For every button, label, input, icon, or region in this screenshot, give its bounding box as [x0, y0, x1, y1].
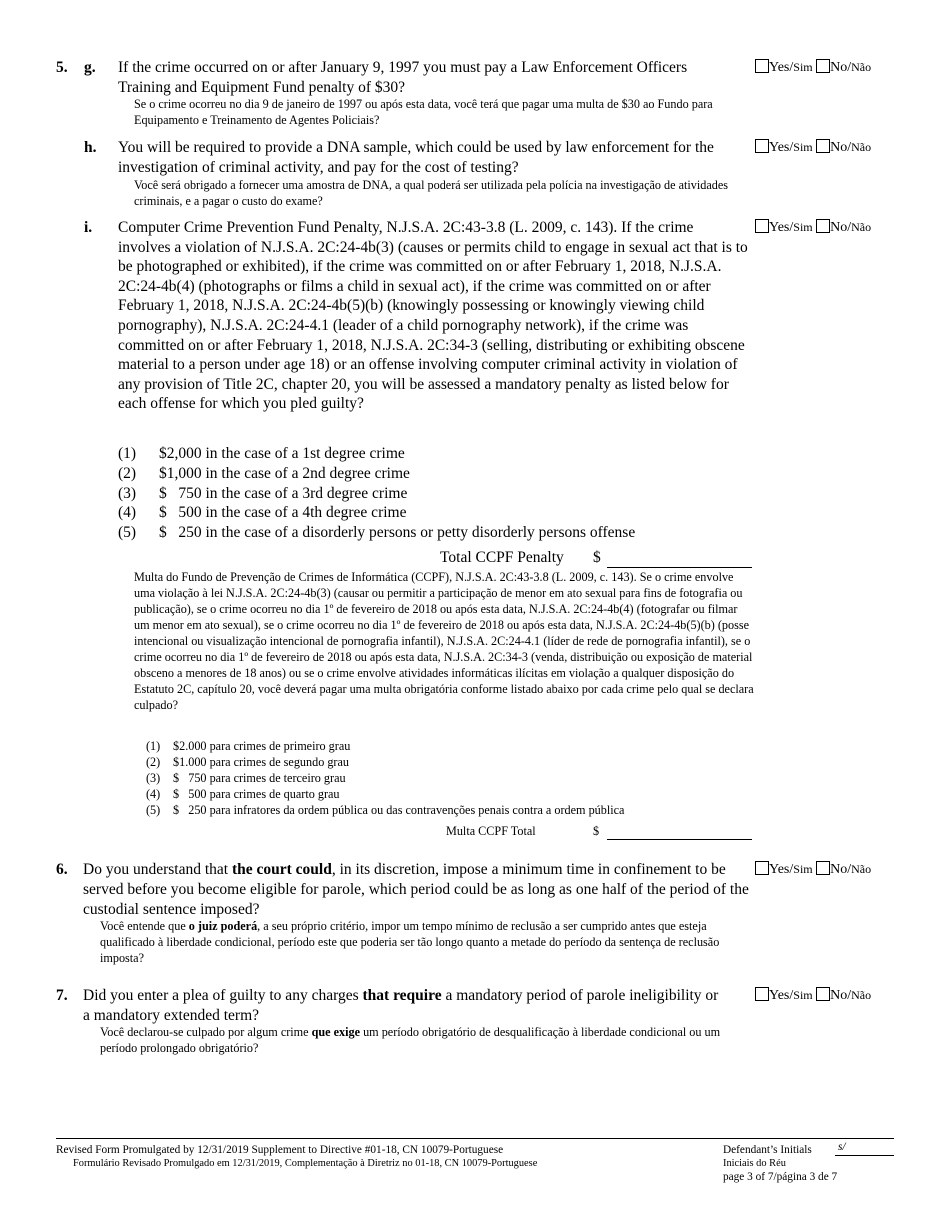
no-checkbox[interactable]: [816, 861, 830, 875]
no-label: No/Não: [830, 988, 872, 1003]
yes-label: Yes/Sim: [769, 220, 813, 235]
total-ccpf-input[interactable]: [607, 567, 752, 568]
sub-question-letter: h.: [84, 139, 97, 156]
question-7-text: Did you enter a plea of guilty to any charges that require a mandatory period of parole ineligibility or a mandatory extended term?: [83, 987, 719, 1024]
yes-label: Yes/Sim: [769, 862, 813, 877]
question-number: 5.: [56, 59, 68, 76]
yes-checkbox[interactable]: [755, 861, 769, 875]
no-checkbox[interactable]: [816, 219, 830, 233]
footer-divider: [56, 1138, 894, 1139]
page-number: page 3 of 7/página 3 de 7: [723, 1171, 838, 1183]
dollar-sign: $: [593, 549, 601, 566]
multa-ccpf-total-label: Multa CCPF Total: [446, 824, 536, 838]
yes-label: Yes/Sim: [769, 60, 813, 75]
yes-no-group-5i: [755, 218, 871, 237]
yes-checkbox[interactable]: [755, 59, 769, 73]
no-checkbox[interactable]: [816, 987, 830, 1001]
initials-label: Defendant’s Initials: [723, 1144, 812, 1156]
total-ccpf-label: Total CCPF Penalty: [440, 549, 564, 566]
question-7-translation: Você declarou-se culpado por algum crime que exige um período obrigatório de desqualificação à liberdade condicional ou um período prolongado obrigatório?: [100, 1025, 721, 1055]
dollar-sign: $: [593, 824, 600, 838]
yes-no-group-7: [755, 986, 871, 1005]
no-checkbox[interactable]: [816, 59, 830, 73]
no-label: No/Não: [830, 140, 872, 155]
footer-form-info: Revised Form Promulgated by 12/31/2019 Supplement to Directive #01-18, CN 10079-Portuguese: [56, 1144, 504, 1156]
question-5i-text: Computer Crime Prevention Fund Penalty, N.J.S.A. 2C:43-3.8 (L. 2009, c. 143). If the crime involves a violation of N.J.S.A. 2C:24-4b(3) (causes or permits child to engage in sexual act that is to be photographed or exhibited), if the crime was committed on or after February 1, 2018, N.J.S.A. 2C:24-4b(4) (photographs or films a child in sexual act), if the crime was committed on or after February 1, 2018, N.J.S.A. 2C:24-4b(5)(b) (knowingly possessing or knowingly viewing child pornography), N.J.S.A. 2C:24-4.1 (leader of a child pornography network), if the crime was committed on or after February 1, 2018, N.J.S.A. 2C:34-3 (selling, distributing or exhibiting obscene material to a person under age 18) or an offense involving computer criminal activity in violation of any provision of Title 2C, chapter 20, you will be assessed a mandatory penalty as listed below for each offense for which you pled guilty?: [118, 219, 748, 413]
initials-label-pt: Iniciais do Réu: [723, 1158, 786, 1169]
question-number: 7.: [56, 987, 68, 1004]
yes-checkbox[interactable]: [755, 219, 769, 233]
yes-no-group-5g: [755, 58, 871, 77]
no-checkbox[interactable]: [816, 139, 830, 153]
yes-checkbox[interactable]: [755, 139, 769, 153]
yes-label: Yes/Sim: [769, 988, 813, 1003]
question-5g-text: If the crime occurred on or after January 9, 1997 you must pay a Law Enforcement Officers Training and Equipment Fund penalty of $30?: [118, 59, 688, 96]
question-5i-translation: Multa do Fundo de Prevenção de Crimes de Informática (CCPF), N.J.S.A. 2C:43-3.8 (L. 2009, c. 143). Se o crime envolve uma violação à lei N.J.S.A. 2C:24-4b(3) (causar ou permitir a participação de menor em ato sexual para fins de fotografia ou publicação), se o crime ocorreu no dia 1º de fevereiro de 2018 ou após esta data, N.J.S.A. 2C:24-4b(4) (fotografar ou filmar um menor em ato sexual), se o crime ocorreu no dia 1º de fevereiro de 2018 ou após esta data, N.J.S.A. 2C:24-4b(5)(b) (posse intencional ou visualização intencional de pornografia infantil), N.J.S.A. 2C:24-4.1 (líder de rede de pornografia infantil), se o crime ocorreu no dia 1º de fevereiro de 2018 ou após esta data, N.J.S.A. 2C:34-3 (venda, distribuição ou exposição de material obsceno a menores de 18 anos) ou se o crime envolve atividades informáticas ilícitas em violação a qualquer disposição do Estatuto 2C, capítulo 20, você deverá pagar uma multa obrigatória conforme listado abaixo por cada crime pelo qual se declara culpado?: [134, 570, 754, 712]
yes-checkbox[interactable]: [755, 987, 769, 1001]
no-label: No/Não: [830, 220, 872, 235]
sub-question-letter: g.: [84, 59, 96, 76]
no-label: No/Não: [830, 60, 872, 75]
yes-no-group-5h: [755, 138, 871, 157]
question-6-text: Do you understand that the court could, in its discretion, impose a minimum time in confinement to be served before you become eligible for parole, which period could be as long as one half of the period of the custodial sentence imposed?: [83, 861, 749, 918]
question-5h-text: You will be required to provide a DNA sample, which could be used by law enforcement for the investigation of criminal activity, and pay for the cost of testing?: [118, 139, 714, 176]
question-5h-translation: Você será obrigado a fornecer uma amostra de DNA, a qual poderá ser utilizada pela polícia na investigação de atividades criminais, e a pagar o custo do exame?: [134, 178, 729, 208]
no-label: No/Não: [830, 862, 872, 877]
multa-ccpf-total-input[interactable]: [607, 839, 752, 840]
yes-no-group-6: [755, 860, 871, 879]
yes-label: Yes/Sim: [769, 140, 813, 155]
initials-value: s/: [838, 1141, 846, 1153]
initials-input[interactable]: [835, 1155, 894, 1156]
question-6-translation: Você entende que o juiz poderá, a seu próprio critério, impor um tempo mínimo de reclusão a ser cumprido antes que esteja qualificado à liberdade condicional, período este que poderia ser tão longo quanto a metade do período da sentença de reclusão imposta?: [100, 919, 720, 965]
footer-form-info-pt: Formulário Revisado Promulgado em 12/31/2019, Complementação à Diretriz no 01-18, CN 10079-Portuguese: [73, 1158, 538, 1169]
question-5g-translation: Se o crime ocorreu no dia 9 de janeiro de 1997 ou após esta data, você terá que pagar uma multa de $30 ao Fundo para Equipamento e Treinamento de Agentes Policiais?: [134, 97, 713, 127]
sub-question-letter: i.: [84, 219, 93, 236]
question-number: 6.: [56, 861, 68, 878]
